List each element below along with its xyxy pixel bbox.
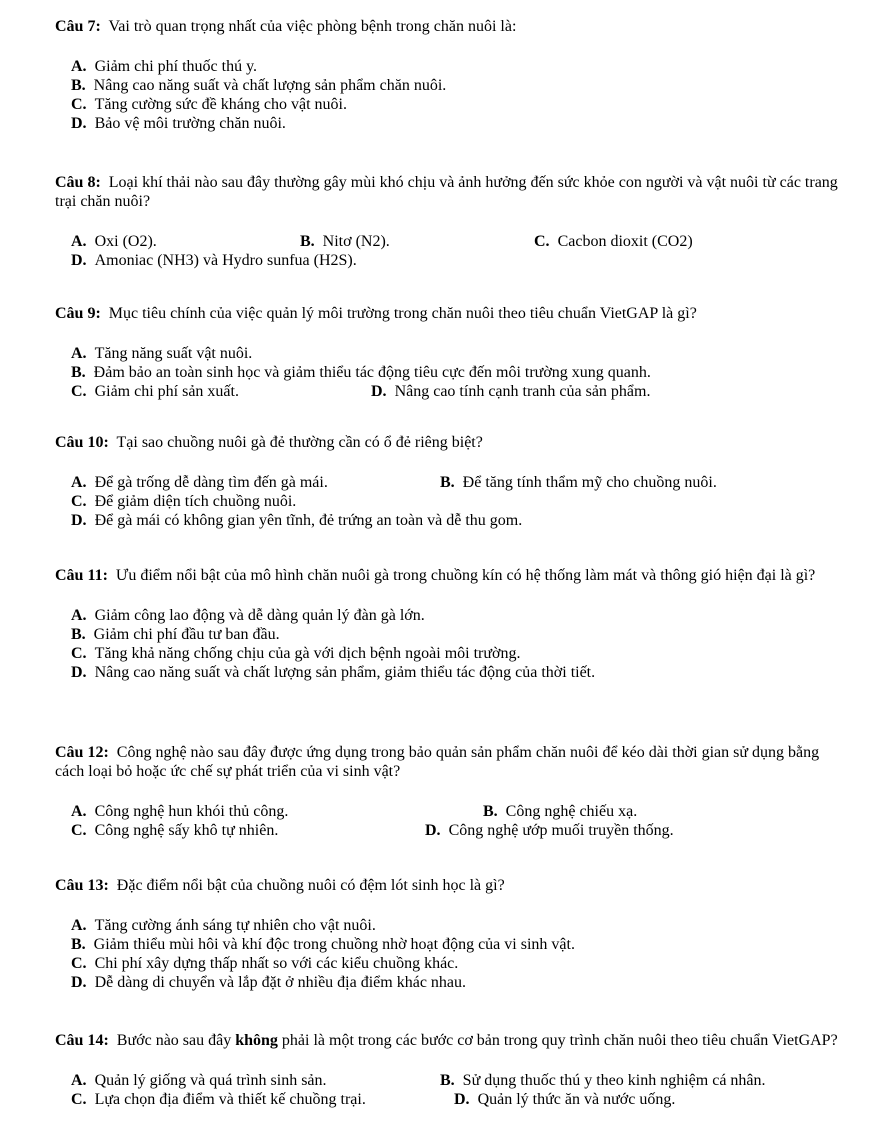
option-text: Để gà trống dễ dàng tìm đến gà mái.	[94, 474, 328, 491]
option-text: Amoniac (NH3) và Hydro sunfua (H2S).	[94, 252, 357, 269]
option-letter: B.	[483, 803, 498, 820]
option-text: Giảm chi phí sản xuất.	[94, 383, 239, 400]
option-d	[425, 821, 674, 840]
option-text: Tăng cường sức đề kháng cho vật nuôi.	[94, 96, 347, 113]
option-letter: C.	[71, 493, 87, 510]
question-7	[55, 17, 845, 133]
option-text: Quản lý giống và quá trình sinh sản.	[94, 1072, 327, 1089]
option-letter: C.	[71, 96, 87, 113]
option-letter: B.	[71, 77, 86, 94]
option-text: Tăng cường ánh sáng tự nhiên cho vật nuôi.	[94, 917, 376, 934]
option-a	[71, 1071, 327, 1090]
option-letter: C.	[534, 233, 550, 250]
question-text: Mục tiêu chính của việc quản lý môi trường trong chăn nuôi theo tiêu chuẩn VietGAP là gì?	[108, 305, 697, 322]
question-text: Tại sao chuồng nuôi gà đẻ thường cần có ổ đẻ riêng biệt?	[116, 434, 483, 451]
option-c	[71, 95, 347, 114]
question-9	[55, 304, 845, 401]
option-letter: A.	[71, 1072, 87, 1089]
option-b	[71, 76, 446, 95]
option-text: Công nghệ chiếu xạ.	[505, 803, 638, 820]
question-stem	[55, 17, 845, 36]
option-row	[55, 802, 845, 821]
option-c	[71, 492, 296, 511]
option-text: Lựa chọn địa điểm và thiết kế chuồng trại.	[94, 1091, 366, 1108]
option-text: Chi phí xây dựng thấp nhất so với các kiểu chuồng khác.	[94, 955, 459, 972]
option-text: Nâng cao tính cạnh tranh của sản phẩm.	[394, 383, 651, 400]
option-letter: D.	[425, 822, 441, 839]
option-row	[55, 511, 845, 530]
option-a	[71, 57, 257, 76]
question-label: Câu 14:	[55, 1032, 109, 1049]
option-a	[71, 232, 157, 251]
option-row	[55, 382, 845, 401]
question-stem	[55, 304, 845, 323]
option-row	[55, 344, 845, 363]
option-text: Cacbon dioxit (CO2)	[557, 233, 693, 250]
option-list	[55, 1071, 845, 1109]
option-letter: A.	[71, 917, 87, 934]
option-b	[483, 802, 637, 821]
option-b	[71, 625, 280, 644]
question-label: Câu 10:	[55, 434, 109, 451]
option-row	[55, 251, 845, 270]
option-c	[534, 232, 693, 251]
option-text: Nâng cao năng suất và chất lượng sản phẩm, giảm thiểu tác động của thời tiết.	[94, 664, 596, 681]
option-letter: C.	[71, 645, 87, 662]
option-letter: B.	[71, 626, 86, 643]
option-row	[55, 492, 845, 511]
option-text: Quản lý thức ăn và nước uống.	[477, 1091, 676, 1108]
option-text: Sử dụng thuốc thú y theo kinh nghiệm cá nhân.	[462, 1072, 766, 1089]
option-row	[55, 76, 845, 95]
option-b	[300, 232, 390, 251]
question-label: Câu 13:	[55, 877, 109, 894]
option-a	[71, 473, 328, 492]
question-13	[55, 876, 845, 992]
question-stem	[55, 1031, 845, 1050]
question-10	[55, 433, 845, 530]
option-letter: C.	[71, 1091, 87, 1108]
option-text: Oxi (O2).	[94, 233, 157, 250]
option-letter: C.	[71, 383, 87, 400]
question-stem	[55, 566, 845, 585]
option-list	[55, 232, 845, 270]
option-a	[71, 606, 425, 625]
option-row	[55, 606, 845, 625]
option-a	[71, 916, 376, 935]
option-b	[71, 935, 575, 954]
option-b	[440, 473, 717, 492]
option-letter: D.	[454, 1091, 470, 1108]
option-text: Bảo vệ môi trường chăn nuôi.	[94, 115, 286, 132]
option-row	[55, 973, 845, 992]
option-letter: D.	[71, 115, 87, 132]
option-letter: A.	[71, 58, 87, 75]
question-text: Công nghệ nào sau đây được ứng dụng trong bảo quản sản phẩm chăn nuôi để kéo dài thời gian sử dụng bằng cách loại bỏ hoặc ức chế sự phát triển của vi sinh vật?	[55, 744, 820, 780]
option-text: Tăng khả năng chống chịu của gà với dịch bệnh ngoài môi trường.	[94, 645, 521, 662]
option-letter: A.	[71, 607, 87, 624]
option-b	[440, 1071, 766, 1090]
option-text: Công nghệ hun khói thủ công.	[94, 803, 289, 820]
option-row	[55, 644, 845, 663]
option-text: Đảm bảo an toàn sinh học và giảm thiểu tác động tiêu cực đến môi trường xung quanh.	[93, 364, 651, 381]
option-d	[71, 663, 595, 682]
option-letter: D.	[71, 664, 87, 681]
option-letter: B.	[300, 233, 315, 250]
option-text: Công nghệ ướp muối truyền thống.	[448, 822, 674, 839]
option-row	[55, 625, 845, 644]
option-a	[71, 802, 288, 821]
option-d	[71, 973, 466, 992]
option-row	[55, 1090, 845, 1109]
option-c	[71, 644, 521, 663]
question-8	[55, 173, 845, 270]
question-text-before: Bước nào sau đây	[116, 1032, 232, 1049]
option-row	[55, 363, 845, 382]
question-12	[55, 743, 845, 840]
option-text: Để tăng tính thẩm mỹ cho chuồng nuôi.	[462, 474, 717, 491]
option-list	[55, 344, 845, 401]
option-list	[55, 606, 845, 682]
option-c	[71, 954, 458, 973]
option-letter: A.	[71, 345, 87, 362]
option-text: Để gà mái có không gian yên tĩnh, đẻ trứng an toàn và dễ thu gom.	[94, 512, 523, 529]
question-text-after: phải là một trong các bước cơ bản trong quy trình chăn nuôi theo tiêu chuẩn VietGAP?	[281, 1032, 838, 1049]
option-d	[454, 1090, 675, 1109]
option-text: Giảm chi phí thuốc thú y.	[94, 58, 258, 75]
emphasis-word: không	[235, 1032, 278, 1049]
option-text: Nâng cao năng suất và chất lượng sản phẩm chăn nuôi.	[93, 77, 447, 94]
question-label: Câu 9:	[55, 305, 101, 322]
option-row	[55, 114, 845, 133]
option-c	[71, 1090, 366, 1109]
option-letter: C.	[71, 955, 87, 972]
question-14	[55, 1031, 845, 1109]
option-list	[55, 916, 845, 992]
question-text: Ưu điểm nổi bật của mô hình chăn nuôi gà trong chuồng kín có hệ thống làm mát và thông gió hiện đại là gì?	[115, 567, 816, 584]
option-letter: B.	[71, 364, 86, 381]
option-row	[55, 95, 845, 114]
option-text: Nitơ (N2).	[322, 233, 390, 250]
option-text: Công nghệ sấy khô tự nhiên.	[94, 822, 279, 839]
option-letter: D.	[71, 512, 87, 529]
option-list	[55, 57, 845, 133]
question-label: Câu 8:	[55, 174, 101, 191]
option-text: Dễ dàng di chuyển và lắp đặt ở nhiều địa điểm khác nhau.	[94, 974, 467, 991]
question-text: Loại khí thải nào sau đây thường gây mùi khó chịu và ảnh hưởng đến sức khỏe con người và vật nuôi từ các trang trại chăn nuôi?	[55, 174, 838, 210]
question-label: Câu 7:	[55, 18, 101, 35]
option-row	[55, 473, 845, 492]
option-row	[55, 663, 845, 682]
option-row	[55, 935, 845, 954]
option-d	[371, 382, 650, 401]
question-text: Đặc điểm nổi bật của chuồng nuôi có đệm lót sinh học là gì?	[116, 877, 505, 894]
option-list	[55, 802, 845, 840]
option-d	[71, 114, 286, 133]
option-row	[55, 916, 845, 935]
option-row	[55, 821, 845, 840]
question-stem	[55, 173, 845, 211]
option-c	[71, 382, 239, 401]
option-letter: A.	[71, 803, 87, 820]
option-text: Để giảm diện tích chuồng nuôi.	[94, 493, 297, 510]
option-letter: B.	[440, 1072, 455, 1089]
question-label: Câu 12:	[55, 744, 109, 761]
option-letter: C.	[71, 822, 87, 839]
option-d	[71, 511, 522, 530]
option-letter: D.	[371, 383, 387, 400]
option-text: Tăng năng suất vật nuôi.	[94, 345, 253, 362]
option-row	[55, 57, 845, 76]
question-stem	[55, 876, 845, 895]
question-11	[55, 566, 845, 682]
question-text: Vai trò quan trọng nhất của việc phòng bệnh trong chăn nuôi là:	[108, 18, 517, 35]
option-d	[71, 251, 357, 270]
option-letter: B.	[440, 474, 455, 491]
option-letter: A.	[71, 474, 87, 491]
question-label: Câu 11:	[55, 567, 108, 584]
option-list	[55, 473, 845, 530]
option-letter: D.	[71, 974, 87, 991]
option-text: Giảm thiểu mùi hôi và khí độc trong chuồng nhờ hoạt động của vi sinh vật.	[93, 936, 575, 953]
option-b	[71, 363, 651, 382]
option-letter: B.	[71, 936, 86, 953]
option-c	[71, 821, 278, 840]
option-text: Giảm công lao động và dễ dàng quản lý đàn gà lớn.	[94, 607, 425, 624]
option-row	[55, 954, 845, 973]
question-stem	[55, 743, 845, 781]
option-row	[55, 1071, 845, 1090]
option-letter: D.	[71, 252, 87, 269]
option-letter: A.	[71, 233, 87, 250]
question-stem	[55, 433, 845, 452]
option-text: Giảm chi phí đầu tư ban đầu.	[93, 626, 280, 643]
option-a	[71, 344, 252, 363]
option-row	[55, 232, 845, 251]
